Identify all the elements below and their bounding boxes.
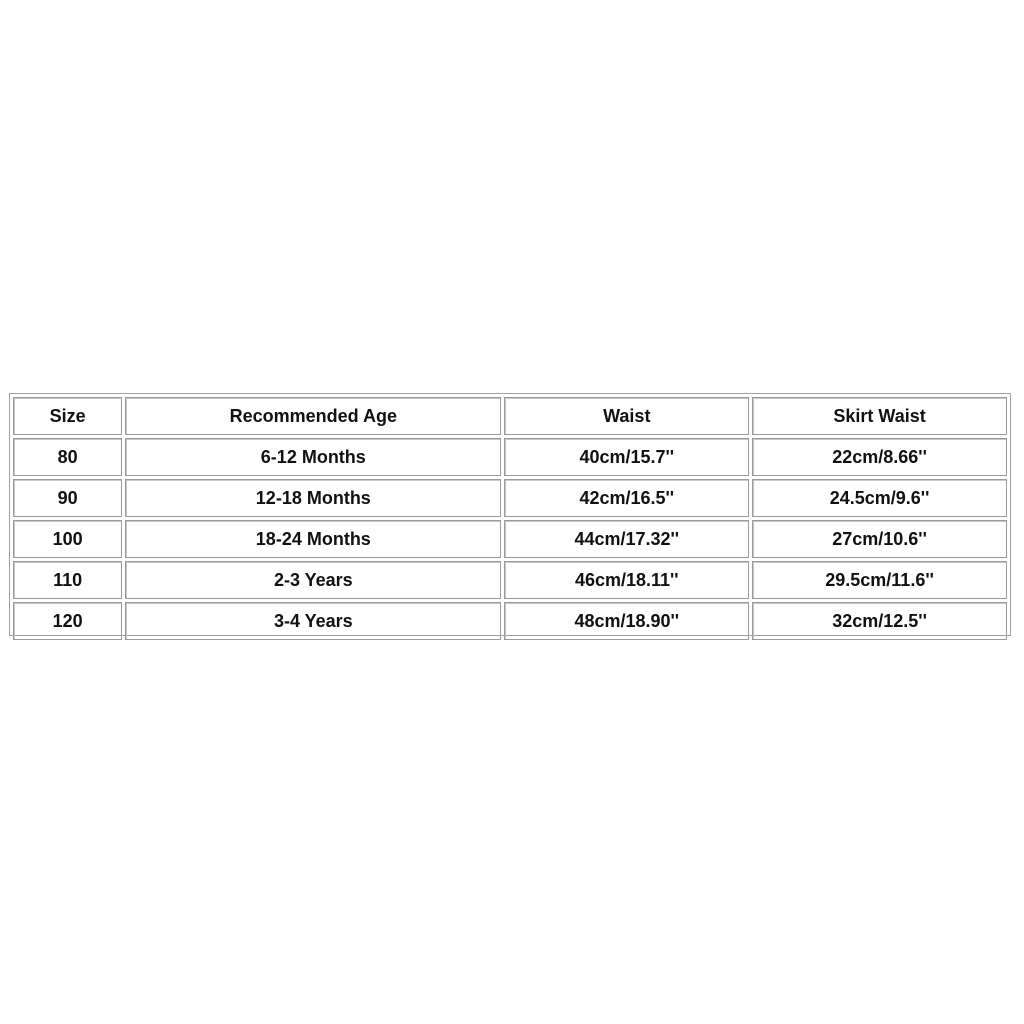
- cell-size: 120: [13, 602, 122, 640]
- header-size: Size: [13, 397, 122, 435]
- header-skirt-waist: Skirt Waist: [752, 397, 1007, 435]
- table-row: [13, 438, 1007, 476]
- header-recommended-age: Recommended Age: [125, 397, 501, 435]
- table-row: [13, 602, 1007, 640]
- cell-skirt-waist: 29.5cm/11.6'': [752, 561, 1007, 599]
- table-row: [13, 520, 1007, 558]
- cell-skirt-waist: 32cm/12.5'': [752, 602, 1007, 640]
- cell-waist: 48cm/18.90'': [504, 602, 749, 640]
- cell-size: 110: [13, 561, 122, 599]
- cell-skirt-waist: 24.5cm/9.6'': [752, 479, 1007, 517]
- size-chart: [9, 393, 1011, 636]
- cell-size: 90: [13, 479, 122, 517]
- cell-waist: 44cm/17.32'': [504, 520, 749, 558]
- header-waist: Waist: [504, 397, 749, 435]
- cell-recommended-age: 6-12 Months: [125, 438, 501, 476]
- cell-waist: 40cm/15.7'': [504, 438, 749, 476]
- cell-recommended-age: 2-3 Years: [125, 561, 501, 599]
- table-row: [13, 479, 1007, 517]
- size-table: [10, 394, 1010, 643]
- cell-recommended-age: 12-18 Months: [125, 479, 501, 517]
- table-row: [13, 561, 1007, 599]
- cell-waist: 42cm/16.5'': [504, 479, 749, 517]
- cell-skirt-waist: 22cm/8.66'': [752, 438, 1007, 476]
- cell-recommended-age: 3-4 Years: [125, 602, 501, 640]
- cell-size: 100: [13, 520, 122, 558]
- cell-waist: 46cm/18.11'': [504, 561, 749, 599]
- cell-size: 80: [13, 438, 122, 476]
- cell-skirt-waist: 27cm/10.6'': [752, 520, 1007, 558]
- cell-recommended-age: 18-24 Months: [125, 520, 501, 558]
- table-header-row: [13, 397, 1007, 435]
